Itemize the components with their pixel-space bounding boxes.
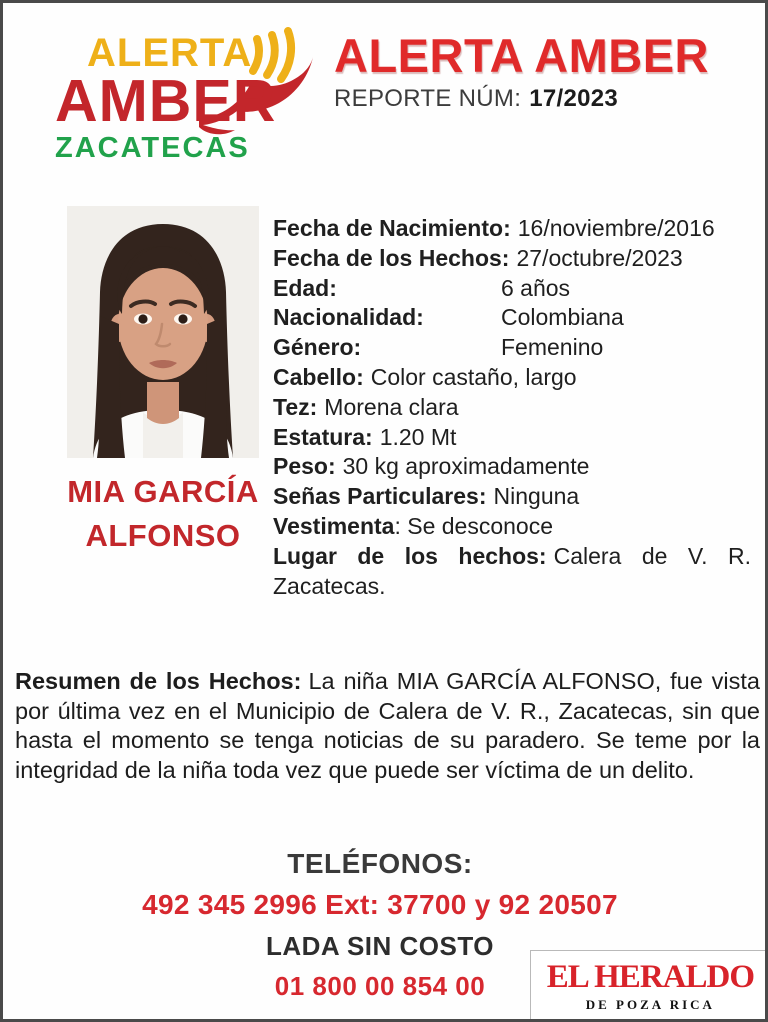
phone-numbers: 492 345 2996 Ext: 37700 y 92 20507 — [142, 889, 618, 920]
details-list — [273, 214, 751, 601]
detail-distinguishing-marks: Señas Particulares: Ninguna — [273, 483, 580, 510]
report-label: REPORTE NÚM: — [334, 85, 522, 113]
missing-child-name — [21, 470, 305, 558]
alerta-amber-zacatecas-logo — [55, 33, 315, 163]
toll-free-label: LADA SIN COSTO — [265, 931, 494, 961]
detail-birth-date: Fecha de Nacimiento: 16/noviembre/2016 — [273, 215, 715, 241]
detail-weight: Peso: 30 kg aproximadamente — [273, 453, 590, 480]
detail-gender: Género: Femenino — [273, 334, 604, 361]
name-line-1: MIA GARCÍA — [67, 474, 259, 509]
phones-title: TELÉFONOS: — [287, 848, 473, 879]
publisher-tagline: DE POZA RICA — [585, 997, 715, 1012]
logo-word-amber: AMBER — [55, 68, 277, 134]
logo-word-alerta: ALERTA — [87, 31, 253, 75]
detail-hair: Cabello: Color castaño, largo — [273, 363, 577, 390]
missing-child-photo — [67, 206, 259, 458]
detail-age: Edad: 6 años — [273, 274, 571, 301]
detail-incident-place-line2: Zacatecas. — [273, 572, 386, 599]
toll-free-number: 01 800 00 854 00 — [274, 971, 486, 1001]
summary-label: Resumen de los Hechos: — [15, 668, 302, 694]
el-heraldo-logo — [530, 950, 767, 1021]
detail-complexion: Tez: Morena clara — [273, 393, 459, 420]
page-title: ALERTA AMBER — [334, 29, 710, 82]
publisher-name: EL HERALDO — [546, 959, 754, 995]
detail-clothing: Vestimenta: Se desconoce — [273, 512, 554, 539]
detail-nationality: Nacionalidad: Colombiana — [273, 304, 624, 331]
name-line-2: ALFONSO — [85, 518, 241, 554]
report-number-line — [334, 85, 759, 113]
detail-height: Estatura: 1.20 Mt — [273, 423, 457, 450]
detail-incident-place: Lugar de los hechos: Calera de V. R. — [273, 542, 751, 569]
report-number: 17/2023 — [529, 85, 619, 113]
portrait-illustration — [67, 206, 259, 458]
incident-summary — [15, 667, 760, 785]
logo-word-zacatecas: ZACATECAS — [55, 131, 250, 164]
header — [334, 31, 759, 113]
summary-text: La niña MIA GARCÍA ALFONSO, fue vista por última vez en el Municipio de Calera de V. R., Zacatecas, sin que hasta el momento se tenga noticias de su paradero. Se teme por la integridad de la niña toda vez que puede ser víctima de un delito. — [15, 668, 760, 783]
detail-incident-date: Fecha de los Hechos: 27/octubre/2023 — [273, 244, 683, 271]
